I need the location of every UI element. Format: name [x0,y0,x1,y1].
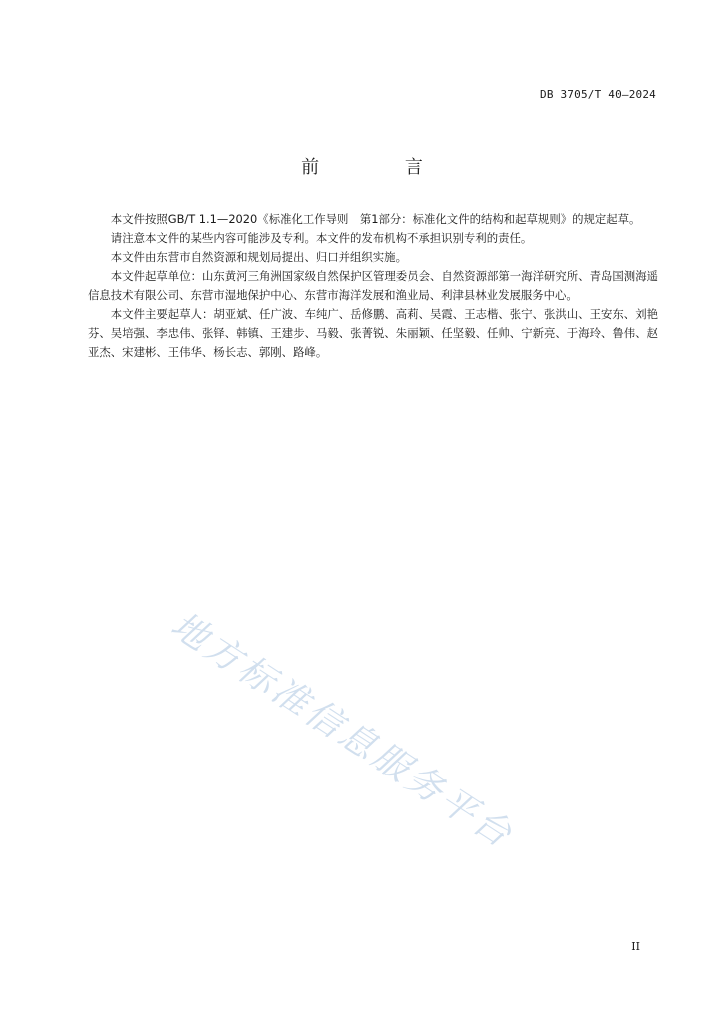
page-number: II [631,940,640,953]
document-code: DB 3705/T 40—2024 [540,88,656,101]
page-title: 前 言 [301,157,463,178]
paragraph-proposer: 本文件由东营市自然资源和规划局提出、归口并组织实施。 [110,250,407,264]
watermark-text: 地方标准信息服务平台 [163,604,522,857]
paragraph-drafters: 本文件主要起草人：胡亚斌、任广波、车纯广、岳修鹏、高莉、吴霞、王志楷、张宁、张洪山、王安东、刘艳芬、吴培强、李忠伟、张铎、韩镇、王建步、马毅、张菁锐、朱丽颖、任坚毅、任帅、宁新亮、于海玲、鲁伟、赵亚杰、宋建彬、王伟华、杨长志、郭刚、路峰。 [88,307,658,359]
foreword-body [88,210,658,362]
paragraph-patent-notice: 请注意本文件的某些内容可能涉及专利。本文件的发布机构不承担识别专利的责任。 [110,231,533,245]
paragraph-drafting-rules: 本文件按照GB/T 1.1—2020《标准化工作导则 第1部分：标准化文件的结构和起草规则》的规定起草。 [110,212,641,226]
paragraph-drafting-units: 本文件起草单位：山东黄河三角洲国家级自然保护区管理委员会、自然资源部第一海洋研究所、青岛国测海遥信息技术有限公司、东营市湿地保护中心、东营市海洋发展和渔业局、利津县林业发展服务中心。 [88,269,658,302]
